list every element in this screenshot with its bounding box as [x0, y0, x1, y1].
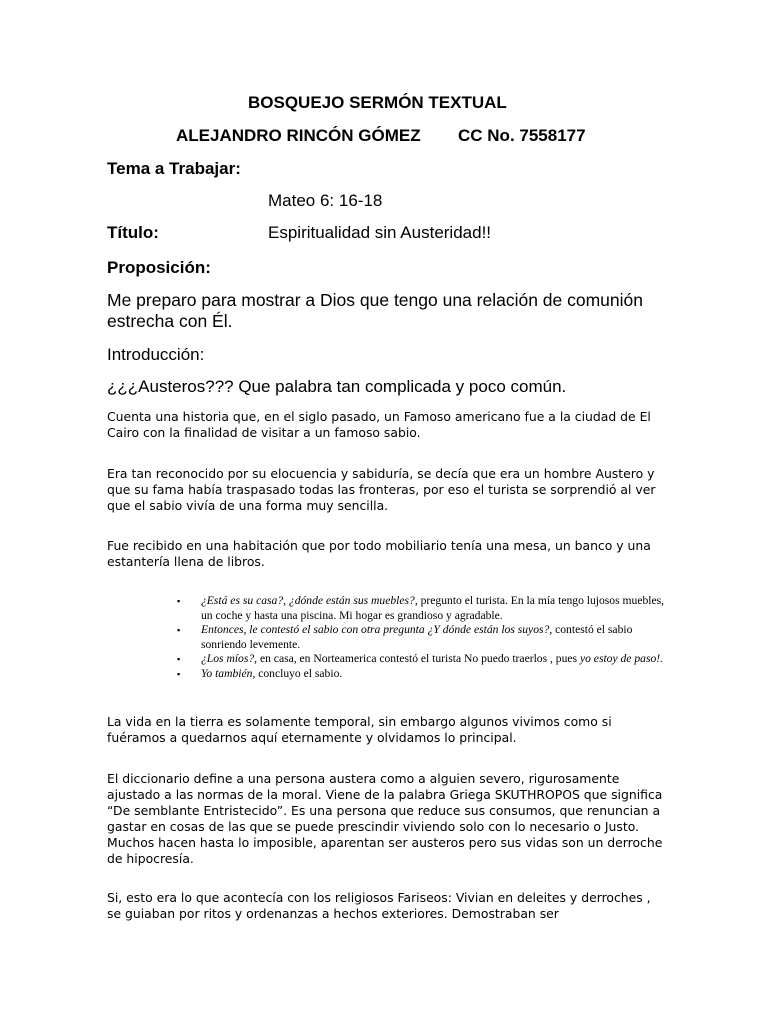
dialogue-italic: ¿Los míos? — [201, 652, 255, 665]
introduccion-label: Introducción: — [107, 345, 205, 364]
proposicion-text: Me preparo para mostrar a Dios que tengo una relación de comunión estrecha con Él. — [107, 290, 644, 331]
cc-number: CC No. 7558177 — [458, 126, 586, 145]
dialogue-italic: ¿Está es su casa?, ¿dónde están sus muebles? — [201, 594, 415, 607]
paragraph-4: La vida en la tierra es solamente temporal, sin embargo algunos vivimos como si fuéramos a quedarnos aquí eternamente y olvidamos lo principal. — [107, 714, 612, 745]
titulo-value: Espiritualidad sin Austeridad!! — [268, 223, 492, 242]
list-item — [175, 667, 675, 682]
bullet-icon: ▪ — [177, 625, 181, 635]
paragraph-6: Si, esto era lo que acontecía con los religiosos Fariseos: Vivian en deleites y derroches , se guiaban por ritos y ordenanzas a hechos exteriores. Demostraban ser — [107, 890, 651, 921]
document-title: BOSQUEJO SERMÓN TEXTUAL — [248, 93, 507, 112]
dialogue-list — [175, 594, 675, 681]
introduccion-lead: ¿¿¿Austeros??? Que palabra tan complicada y poco común. — [107, 377, 567, 396]
dialogue-text: , concluyo el sabio. — [252, 666, 343, 680]
bullet-icon: ▪ — [177, 654, 181, 664]
dialogue-text: , pregunto el turista. En la mía tengo lujosos muebles, un coche y hasta una piscina. Mi hogar es grandioso y agradable. — [201, 594, 665, 622]
proposicion-label: Proposición: — [107, 258, 211, 277]
list-item — [175, 594, 675, 623]
paragraph-1: Cuenta una historia que, en el siglo pasado, un Famoso americano fue a la ciudad de El Cairo con la finalidad de visitar a un famoso sabio. — [107, 409, 651, 440]
paragraph-3: Fue recibido en una habitación que por todo mobiliario tenía una mesa, un banco y una estantería llena de libros. — [107, 538, 651, 569]
titulo-label: Título: — [107, 223, 159, 242]
author-name: ALEJANDRO RINCÓN GÓMEZ — [176, 126, 421, 145]
bullet-icon: ▪ — [177, 596, 181, 606]
tema-label: Tema a Trabajar: — [107, 159, 241, 178]
dialogue-text: , contestó el sabio sonriendo levemente. — [201, 623, 633, 651]
list-item — [175, 652, 675, 667]
paragraph-2: Era tan reconocido por su elocuencia y sabiduría, se decía que era un hombre Austero y que su fama había traspasado todas las fronteras, por eso el turista se sorprendió al ver que el sabio vivía de una forma muy sencilla. — [107, 466, 656, 513]
list-item — [175, 623, 675, 652]
bullet-icon: ▪ — [177, 668, 181, 679]
dialogue-italic: Entonces, le contestó el sabio con otra pregunta ¿Y dónde están los suyos? — [201, 623, 550, 636]
dialogue-text: , en casa, en Norteamerica contestó el turista No puedo traerlos , pues — [254, 652, 580, 665]
dialogue-italic-end: yo estoy de paso!. — [579, 652, 664, 665]
tema-value: Mateo 6: 16-18 — [268, 191, 383, 210]
paragraph-5: El diccionario define a una persona austera como a alguien severo, rigurosamente ajustado a las normas de la moral. Viene de la palabra Griega SKUTHROPOS que significa “De semblante Entristecido”. Es una persona que reduce sus consumos, que renuncian a gastar en cosas de las que se puede prescindir viviendo solo con lo necesario o Justo. Muchos hacen hasta lo imposible, aparentan ser austeros pero sus vidas son un derroche de hipocresía. — [107, 771, 663, 866]
dialogue-italic: Yo también — [201, 666, 253, 680]
